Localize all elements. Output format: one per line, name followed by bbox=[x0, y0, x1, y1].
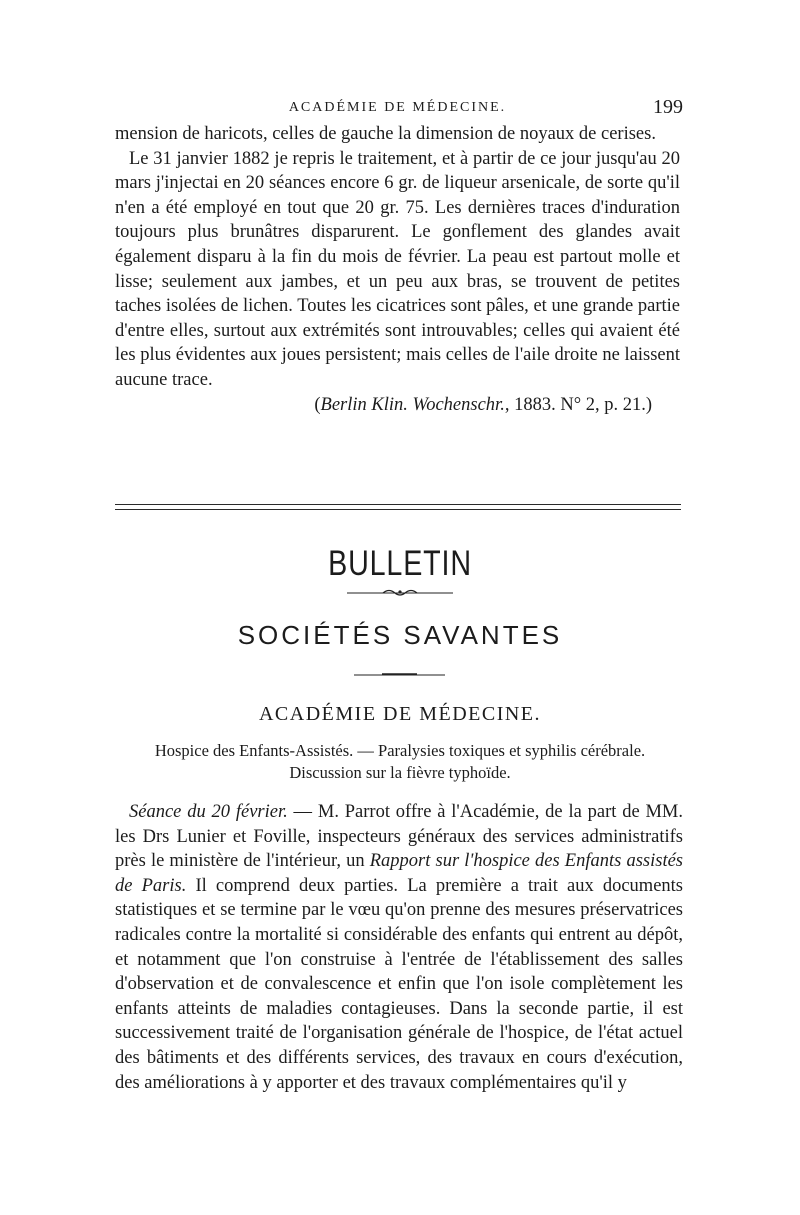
running-head bbox=[115, 96, 683, 120]
ornament-flourish-icon bbox=[345, 588, 455, 596]
bulletin-heading: BULLETIN bbox=[328, 544, 472, 583]
session-summary bbox=[115, 740, 685, 784]
societes-heading: SOCIÉTÉS SAVANTES bbox=[237, 620, 563, 650]
summary-line-2: Discussion sur la fièvre typhoïde. bbox=[289, 763, 511, 782]
academie-heading: ACADÉMIE DE MÉDECINE. bbox=[258, 703, 542, 725]
paragraph-continued: mension de haricots, celles de gauche la dimension de noyaux de cerises. bbox=[115, 124, 656, 144]
running-title: ACADÉMIE DE MÉDECINE. bbox=[288, 100, 507, 115]
session-paragraph bbox=[115, 800, 683, 1095]
ornament-rule-icon bbox=[352, 670, 447, 678]
section-divider bbox=[115, 504, 681, 510]
citation-source: Berlin Klin. Wochenschr. bbox=[320, 394, 505, 415]
session-report bbox=[115, 800, 683, 1095]
seance-label: Séance du 20 février. bbox=[129, 802, 288, 822]
citation bbox=[115, 393, 680, 418]
body-text-a: — M. Parrot offre à l'Académie, de la part de MM. les Drs Lunier et Foville, inspecteurs généraux des services administratifs près le ministère de l'intérieur, un bbox=[115, 802, 683, 872]
report-title: Rapport sur l'hospice des Enfants assistés de Paris. bbox=[115, 851, 683, 896]
paragraph-treatment: Le 31 janvier 1882 je repris le traitement, et à partir de ce jour jusqu'au 20 mars j'injectai en 20 séances encore 6 gr. de liqueur arsenicale, de sorte qu'il n'en a été employé en tout que 20 gr. 75. Les dernières traces d'induration toujours plus brunâtres disparurent. Le gonflement des glandes avait également disparu à la fin du mois de février. La peau est partout molle et lisse; seulement aux jambes, et un peu aux bras, se trouvent de petites taches isolées de lichen. Toutes les cicatrices sont pâles, et une grande partie d'entre elles, surtout aux extrémités sont introuvables; celles qui avaient été les plus évidentes aux joues persistent; mais celles de l'aile droite ne laissent aucune trace. bbox=[115, 148, 680, 390]
page-number: 199 bbox=[653, 96, 683, 118]
citation-rest: , 1883. N° 2, p. 21.) bbox=[504, 394, 652, 415]
body-text-b: Il comprend deux parties. La première a trait aux documents statistiques et se termine par le vœu qu'on prenne des mesures préservatrices radicales contre la mortalité si considérable des enfants qui entrent au dépôt, et notamment que l'on construise à l'entrée de l'établissement des salles d'observation et de convalescence et enfin que l'on isole complètement les enfants atteints de maladies contagieuses. Dans la seconde partie, il est successivement traité de l'organisation générale de l'hospice, de l'état actuel des bâtiments et des différents services, des travaux en cours d'exécution, des améliorations à y apporter et des travaux complémentaires qu'il y bbox=[115, 875, 683, 1093]
citation-open: ( bbox=[314, 394, 321, 415]
continued-article bbox=[115, 122, 680, 417]
summary-line-1: Hospice des Enfants-Assistés. — Paralysies toxiques et syphilis cérébrale. bbox=[154, 741, 646, 760]
